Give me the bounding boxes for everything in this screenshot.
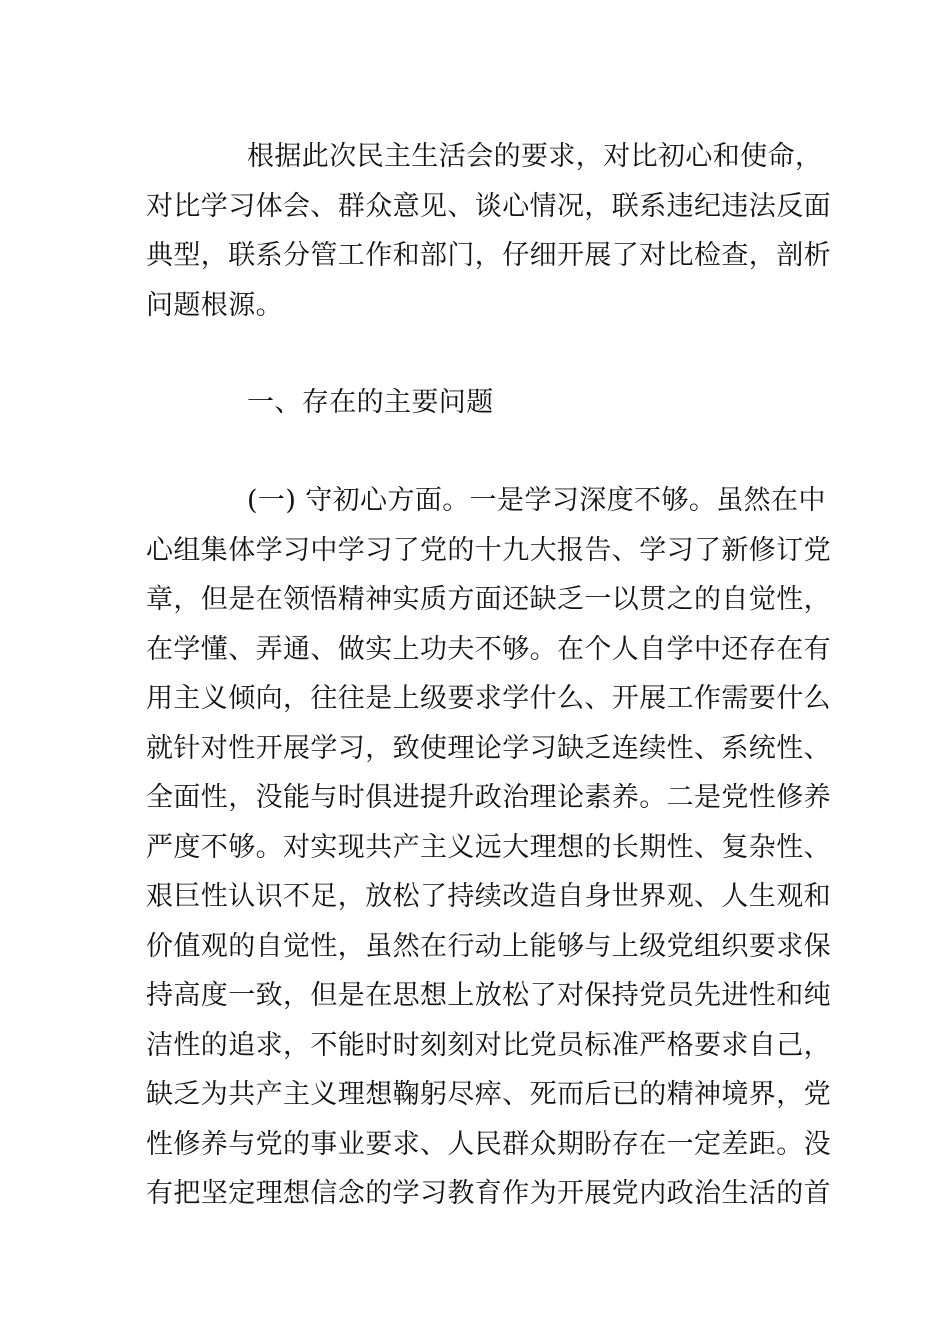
paragraph-line: 有把坚定理想信念的学习教育作为开展党内政治生活的首 (146, 1178, 831, 1209)
body-paragraph (146, 476, 831, 1219)
paragraph-line: 全面性，没能与时俱进提升政治理论素养。二是党性修养 (146, 782, 831, 813)
intro-paragraph (146, 132, 831, 330)
paragraph-line: (一) 守初心方面。一是学习深度不够。虽然在中 (247, 485, 826, 516)
paragraph-line: 价值观的自觉性，虽然在行动上能够与上级党组织要求保 (146, 930, 831, 962)
paragraph-line: 洁性的追求，不能时时刻刻对比党员标准严格要求自己， (146, 1029, 831, 1061)
paragraph-line: 问题根源。 (146, 289, 283, 321)
paragraph-line: 性修养与党的事业要求、人民群众期盼存在一定差距。没 (146, 1128, 831, 1160)
paragraph-line: 用主义倾向，往往是上级要求学什么、开展工作需要什么 (146, 683, 831, 714)
paragraph-line: 根据此次民主生活会的要求，对比初心和使命， (247, 141, 823, 172)
paragraph-line: 艰巨性认识不足，放松了持续改造自身世界观、人生观和 (146, 881, 831, 912)
paragraph-line: 心组集体学习中学习了党的十九大报告、学习了新修订党 (146, 534, 831, 566)
section-heading-text: 一、存在的主要问题 (247, 387, 494, 418)
section-heading (146, 378, 806, 428)
paragraph-line: 对比学习体会、群众意见、谈心情况，联系违纪违法反面 (146, 190, 831, 222)
paragraph-line: 在学懂、弄通、做实上功夫不够。在个人自学中还存在有 (146, 633, 831, 665)
paragraph-line: 严度不够。对实现共产主义远大理想的长期性、复杂性、 (146, 831, 831, 863)
paragraph-line: 缺乏为共产主义理想鞠躬尽瘁、死而后已的精神境界，党 (146, 1079, 831, 1110)
paragraph-line: 持高度一致，但是在思想上放松了对保持党员先进性和纯 (146, 980, 831, 1011)
paragraph-line: 章，但是在领悟精神实质方面还缺乏一以贯之的自觉性， (146, 584, 831, 615)
paragraph-line: 典型，联系分管工作和部门，仔细开展了对比检查，剖析 (146, 240, 831, 271)
paragraph-line: 就针对性开展学习，致使理论学习缺乏连续性、系统性、 (146, 732, 831, 764)
